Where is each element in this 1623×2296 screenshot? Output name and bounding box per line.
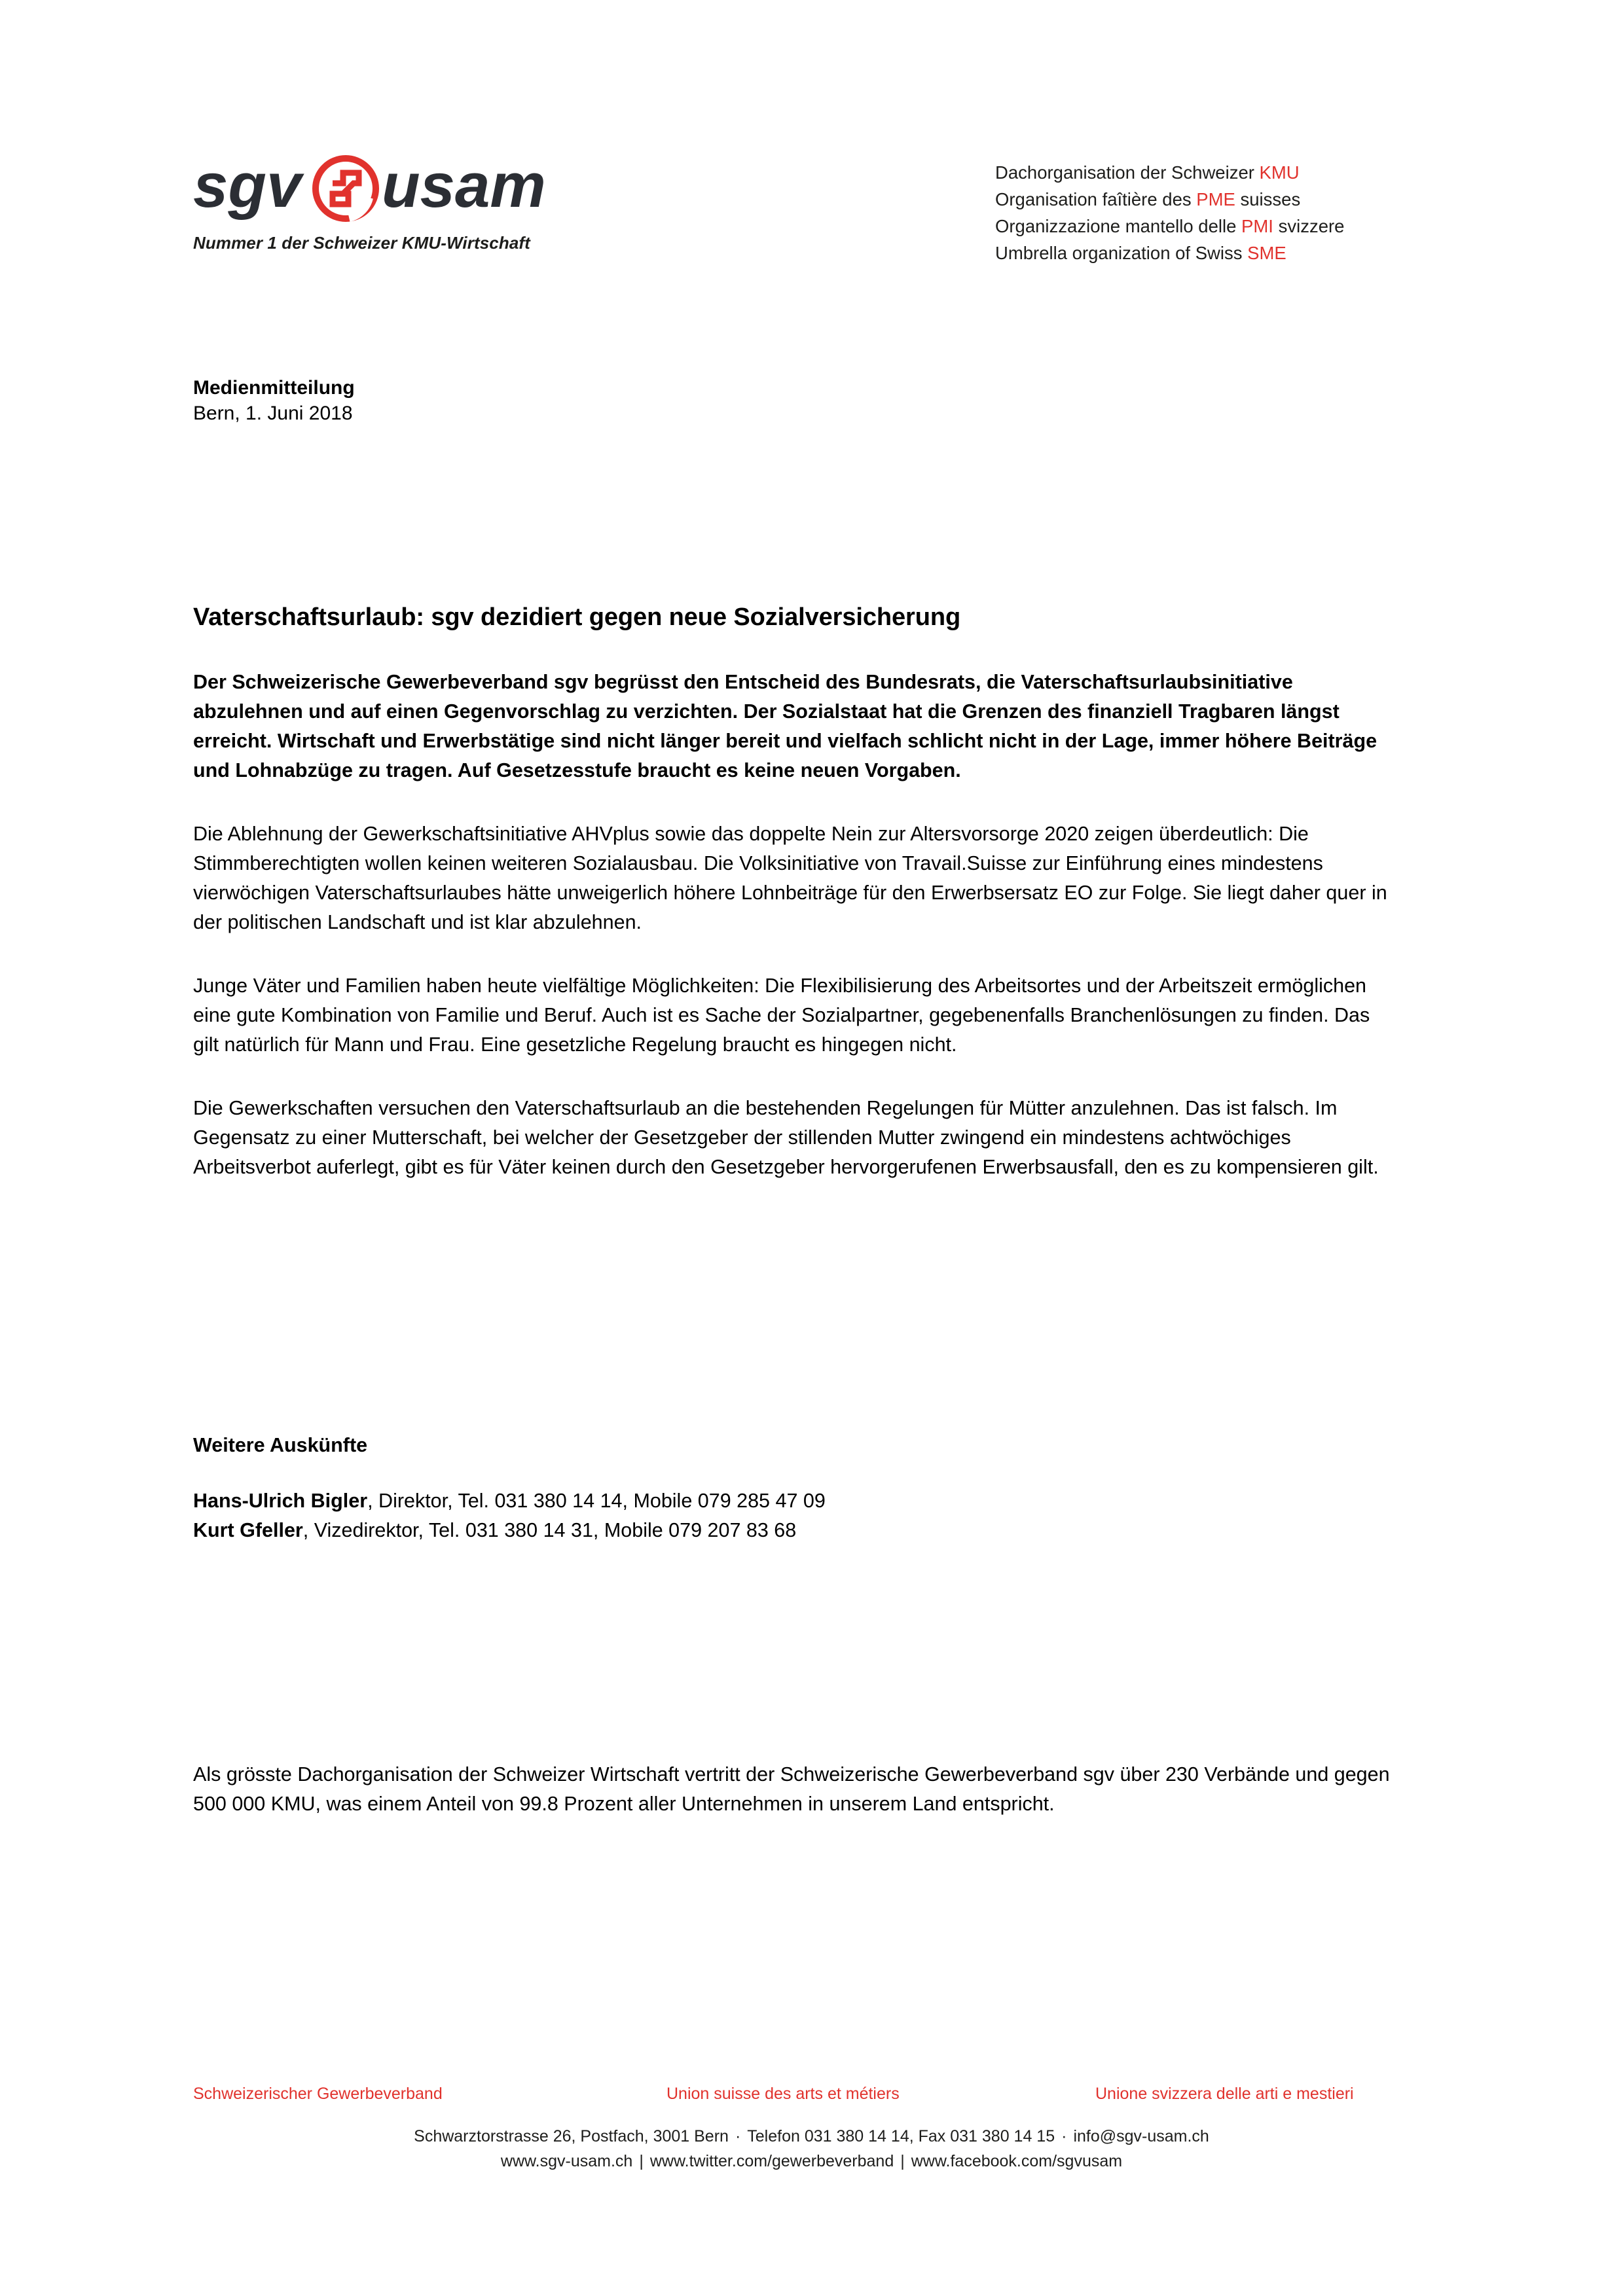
header-lang-it-highlight: PMI bbox=[1241, 216, 1273, 236]
body-paragraph-1: Die Ablehnung der Gewerkschaftsinitiative AHVplus sowie das doppelte Nein zur Altersvorsorge 2020 zeigen überdeutlich: Die Stimmberechtigten wollen keinen weiteren Sozialausbau. Die Volksinitiative von Travail.Suisse zur Einführung eines mindestens vierwöchigen Vaterschaftsurlaubes hätte unweigerlich höhere Lohnbeiträge für den Erwerbsersatz EO zur Folge. Sie liegt daher quer in der politischen Landschaft und ist klar abzulehnen. bbox=[193, 823, 1387, 933]
footer-twitter-link[interactable]: www.twitter.com/gewerbeverband bbox=[649, 2152, 894, 2170]
lead-paragraph: Der Schweizerische Gewerbeverband sgv begrüsst den Entscheid des Bundesrats, die Vaterschaftsurlaubsinitiative abzulehnen und auf einen Gegenvorschlag zu verzichten. Der Sozialstaat hat die Grenzen des finanziell Tragbaren längst erreicht. Wirtschaft und Erwerbstätige sind nicht länger bereit und vielfach schlicht nicht in der Lage, immer höhere Beiträge und Lohnabzüge zu tragen. Auf Gesetzesstufe braucht es keine neuen Vorgaben. bbox=[193, 671, 1377, 781]
footer-separator-2: · bbox=[1061, 2127, 1067, 2145]
header-lang-fr bbox=[995, 186, 1344, 213]
document-type-label: Medienmitteilung bbox=[193, 377, 355, 399]
header-lang-fr-prefix: Organisation faîtière des bbox=[995, 189, 1197, 209]
footer-address-line bbox=[0, 2124, 1623, 2149]
footer-phone-fax: Telefon 031 380 14 14, Fax 031 380 14 15 bbox=[747, 2127, 1055, 2145]
contacts-heading: Weitere Auskünfte bbox=[193, 1434, 368, 1456]
header-lang-it-prefix: Organizzazione mantello delle bbox=[995, 216, 1242, 236]
header-lang-it bbox=[995, 213, 1344, 240]
body-paragraph-2: Junge Väter und Familien haben heute vielfältige Möglichkeiten: Die Flexibilisierung des Arbeitsortes und der Arbeitszeit ermöglichen eine gute Kombination von Familie und Beruf. Auch ist es Sache der Sozialpartner, gegebenenfalls Branchenlösungen zu finden. Das gilt natürlich für Mann und Frau. Eine gesetzliche Regelung braucht es hingegen nicht. bbox=[193, 975, 1370, 1056]
header-lang-fr-suffix: suisses bbox=[1235, 189, 1301, 209]
footer-street: Schwarztorstrasse 26, Postfach, 3001 Bern bbox=[414, 2127, 729, 2145]
contacts-section bbox=[193, 1431, 1395, 1545]
contact-person-1-details: , Direktor, Tel. 031 380 14 14, Mobile 079 285 47 09 bbox=[367, 1490, 826, 1512]
contact-person-2-name: Kurt Gfeller bbox=[193, 1519, 303, 1541]
document-meta bbox=[193, 375, 355, 426]
contact-person-2-details: , Vizedirektor, Tel. 031 380 14 31, Mobile 079 207 83 68 bbox=[302, 1519, 797, 1541]
swiss-cross-emblem bbox=[316, 158, 376, 219]
footer-org-name-fr: Union suisse des arts et métiers bbox=[666, 2085, 900, 2103]
logo-wordmark bbox=[193, 152, 599, 225]
document-header bbox=[0, 0, 1623, 308]
footer-link-divider-1: | bbox=[639, 2152, 644, 2170]
body-paragraph-3: Die Gewerkschaften versuchen den Vaterschaftsurlaub an die bestehenden Regelungen für Mütter anzulehnen. Das ist falsch. Im Gegensatz zu einer Mutterschaft, bei welcher der Gesetzgeber der stillenden Mutter zwingend ein mindestens achtwöchiges Arbeitsverbot auferlegt, gibt es für Väter keinen durch den Gesetzgeber hervorgerufenen Erwerbsausfall, den es zu kompensieren gilt. bbox=[193, 1097, 1379, 1178]
document-body bbox=[193, 602, 1395, 1182]
footer-org-names bbox=[0, 2085, 1623, 2112]
logo-tagline: Nummer 1 der Schweizer KMU-Wirtschaft bbox=[193, 233, 530, 253]
footer-org-name-it: Unione svizzera delle arti e mestieri bbox=[1095, 2085, 1354, 2103]
header-language-lines bbox=[995, 159, 1344, 266]
header-lang-en-prefix: Umbrella organization of Swiss bbox=[995, 243, 1248, 263]
header-lang-en bbox=[995, 240, 1344, 266]
contact-person-1-name: Hans-Ulrich Bigler bbox=[193, 1490, 368, 1512]
place-and-date: Bern, 1. Juni 2018 bbox=[193, 403, 353, 424]
footer-links-line bbox=[0, 2149, 1623, 2174]
contact-person-1 bbox=[193, 1486, 1395, 1516]
svg-text:sgv: sgv bbox=[193, 152, 302, 221]
document-footer bbox=[0, 2085, 1623, 2174]
svg-text:usam: usam bbox=[382, 152, 546, 221]
contact-person-2 bbox=[193, 1516, 1395, 1545]
page-title: Vaterschaftsurlaub: sgv dezidiert gegen neue Sozialversicherung bbox=[193, 603, 961, 631]
footer-email-link[interactable]: info@sgv-usam.ch bbox=[1073, 2127, 1209, 2145]
header-lang-en-highlight: SME bbox=[1247, 243, 1286, 263]
footer-address-block bbox=[0, 2124, 1623, 2174]
footer-facebook-link[interactable]: www.facebook.com/sgvusam bbox=[911, 2152, 1123, 2170]
header-lang-de-prefix: Dachorganisation der Schweizer bbox=[995, 162, 1260, 183]
footer-separator-1: · bbox=[735, 2127, 741, 2145]
footer-website-link[interactable]: www.sgv-usam.ch bbox=[500, 2152, 633, 2170]
header-lang-fr-highlight: PME bbox=[1196, 189, 1235, 209]
sgv-usam-logo-svg bbox=[193, 152, 579, 225]
header-lang-de-highlight: KMU bbox=[1259, 162, 1300, 183]
footer-link-divider-2: | bbox=[900, 2152, 905, 2170]
organization-boilerplate: Als grösste Dachorganisation der Schweizer Wirtschaft vertritt der Schweizerische Gewerbeverband sgv über 230 Verbände und gegen 500 000 KMU, was einem Anteil von 99.8 Prozent aller Unternehmen in unserem Land entspricht. bbox=[193, 1763, 1390, 1815]
header-lang-it-suffix: svizzere bbox=[1273, 216, 1345, 236]
header-lang-de bbox=[995, 159, 1344, 186]
sgv-usam-logo bbox=[193, 152, 599, 253]
footer-org-name-de: Schweizerischer Gewerbeverband bbox=[193, 2085, 443, 2103]
